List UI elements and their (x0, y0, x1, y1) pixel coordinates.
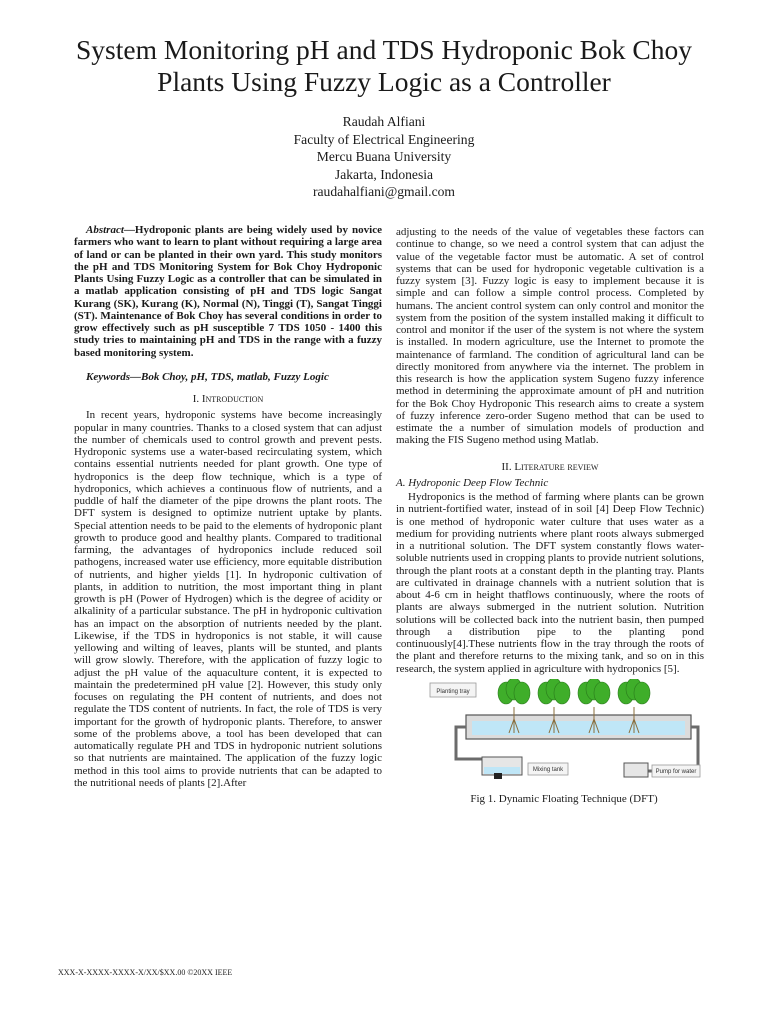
author-faculty: Faculty of Electrical Engineering (293, 131, 475, 147)
pump-unit (494, 773, 502, 779)
figure-caption: Fig 1. Dynamic Floating Technique (DFT) (470, 792, 658, 805)
dft-figure (426, 679, 702, 807)
tank-water (484, 767, 520, 774)
pump-shape (624, 763, 648, 777)
introduction-continued: adjusting to the needs of the value of vegetables these factors can continue to change, so we need a control system that can adjust the value of the vegetable factor must be automatic. A set of control systems that can be used for hydroponic vegetable cultivation is a fuzzy system [3]. Fuzzy logic is easy to implement because it is simple and can follow a simple control process. Completed by humans. The ancient control system can only control and monitor the system from the position of the system installed making it difficult to control and monitor if the user of the system is not where the system is installed. In modern agriculture, use the Internet to promote the maintenance of farmland. The condition of agricultural land can be directly monitored from anywhere via the internet. The problem in this research is how the application system Sugeno fuzzy inference method in determining the approximate amount of pH and nutrition for the Bok Choy Hydroponic This research aims to create a system of fuzzy inference zero-order Sugeno method that can be used to estimate the a number of simulation models of production and making the FIS Sugeno method using Matlab. (396, 226, 704, 447)
plant-leaf (514, 682, 530, 704)
subsection-heading-dft: A. Hydroponic Deep Flow Technic (396, 476, 549, 489)
abstract-text: Hydroponic plants are being widely used by novice farmers who want to learn to plant without requiring a large area of land or can be planted in their own yard. This study monitors the pH and TDS Monitoring System for Bok Choy Hydroponic Plants Using Fuzzy Logic as a controller that can be simulated in a matlab application consisting of pH and TDS logic Sangat Kurang (SK), Kurang (K), Normal (N), Tinggi (T), Sangat Tinggi (ST). Maintenance of Bok Choy has several conditions in order to grow effectively such as pH susceptible 7 TDS 1050 - 1400 this study tries to maintaining pH and TDS in the range with a fuzzy based monitoring system. (74, 224, 382, 359)
section-heading-introduction: I. Introduction (192, 393, 264, 405)
planting-tray-label: Planting tray (436, 688, 470, 695)
tray-water (472, 721, 685, 735)
abstract (74, 224, 382, 359)
introduction-paragraph: In recent years, hydroponic systems have become increasingly popular in many countries. Thanks to a closed system that can adjust the number of chemicals used to control growth and prevent pests. Hydroponic systems use a water-based recirculating system, which contains essential nutrients needed for plant growth. One type of hydroponics is the deep flow technique, which is a type of hydroponics, which achieves a continuous flow of nutrients, and a puddle of half the diameter of the pipe drowns the plant roots. The DFT system is designed to optimize nutrient uptake by plants. Special attention needs to be paid to the elements of hydroponic plant growth to produce good and healthy plants. Compared to traditional farming, the advantages of hydroponics include reduced soil pathogens, increased water use efficiency, more equitable distribution of nutrients, and higher yields [1]. In hydroponic cultivation of plants, in addition to nutrition, the most important thing in plant growth is pH (Power of Hydrogen) which is the degree of acidity or alkalinity of a particular substance. The pH in hydroponic cultivation has an impact on the absorption of nutrients needed by the plant. Likewise, if the TDS in hydroponics is not stable, it will cause yellowing and wilting of leaves, plants will be stunted, and plants will grow slowly. Therefore, with the application of fuzzy logic to adjust the pH value of the aquaculture content, it is expected to maintain the predetermined pH value [2]. However, this study only focuses on regulating the PH content of nutrients, and does not regulate the TDS content of nutrients. In fact, the role of TDS is very important for the growth of hydroponic plants. Therefore, to answer some of the problems above, a tool has been developed that can automatically regulate PH and TDS in hydroponic nutrient solutions so that nutrients are maintained. The application of the fuzzy logic method in this tool aims to provide nutrients that can be adapted to the nutritional needs of plants [2].After (74, 409, 382, 789)
copyright-footer: XXX-X-XXXX-XXXX-X/XX/$XX.00 ©20XX IEEE (58, 968, 233, 977)
right-column (396, 226, 704, 807)
plant-leaf (594, 682, 610, 704)
author-location: Jakarta, Indonesia (334, 166, 434, 182)
section-heading-literature: II. Literature review (501, 460, 599, 473)
literature-paragraph: Hydroponics is the method of farming where plants can be grown in nutrient-fortified water, instead of in soil [4] Deep Flow Technic) is one method of hydroponic water culture that uses water as a medium for providing nutrients where plant roots always submerged in a nutritional solution. The DFT system constantly flows water-soluble nutrients used in cropping plants to provide nutrient solutions, through the plant roots at a constant depth in the planting tray. Plants are cultivated in drainage channels with a nutrient solution that is about 4-6 cm in height thatflows continuously, where the roots of plants are always submerged in the nutrient solution. Nutrition solutions will be collected back into the nutrient basin, then pumped through a distribution pipe to the planting pond continuously[4].These nutrients flow in the tray through the roots of the plant and therefore returns to the mixing tank, and so on in this research, the system applied in agriculture with hydroponics [5]. (396, 491, 704, 675)
author-email: raudahalfiani@gmail.com (313, 184, 455, 200)
abstract-dash: — (123, 224, 135, 236)
keywords: Keywords—Bok Choy, pH, TDS, matlab, Fuzzy Logic (86, 370, 329, 383)
paper-title: System Monitoring pH and TDS Hydroponic Bok Choy Plants Using Fuzzy Logic as a Controller (76, 34, 692, 97)
abstract-label: Abstract (86, 224, 124, 236)
dft-diagram-svg (426, 679, 702, 789)
plant-leaf (554, 682, 570, 704)
mixing-tank-label: Mixing tank (532, 766, 564, 773)
plant-leaf (634, 682, 650, 704)
author-name: Raudah Alfiani (342, 114, 426, 129)
author-block (184, 113, 584, 201)
author-university: Mercu Buana University (316, 149, 452, 165)
pump-label: Pump for water (655, 768, 697, 775)
left-column (74, 224, 382, 789)
